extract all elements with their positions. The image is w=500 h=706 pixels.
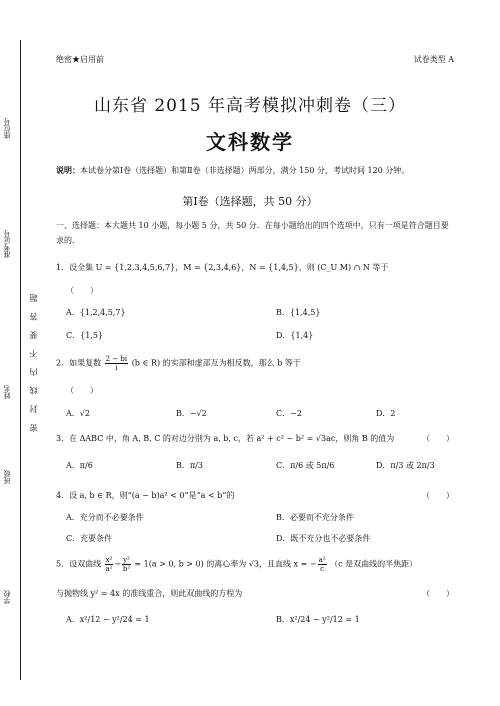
question-4-option-b: B．必要而不充分条件 — [276, 513, 354, 522]
question-4-option-d: D．既不充分也不必要条件 — [276, 534, 371, 543]
question-5-stem: 5．设双曲线 $\frac{\text{x²}}{\text{a²}}$ − $\frac{\text{y²}}{\text{b²}}$ = 1(a > 0, b > 0) 的离心率为 √3，且直线 x = − $\frac{\text{a²}}{c}$ （c 是双曲线的半焦距） — [56, 556, 418, 573]
question-5-line2: 与抛物线 y² = 4x 的准线重合，则此双曲线的方程为 — [56, 589, 243, 598]
b-squared-denominator: b² — [122, 565, 131, 573]
y-squared-numerator: y² — [123, 556, 130, 564]
question-1-stem: 1．设全集 U = {1,2,3,4,5,6,7}，M = {2,3,4,6}，N = {1,4,5}，则 (C_U M) ∩ N 等于 — [56, 263, 389, 272]
instructions — [56, 163, 456, 178]
exam-subject: 文科数学 — [206, 130, 294, 154]
question-4-answer-paren: （ ） — [422, 491, 454, 500]
question-5-post: （c 是双曲线的半焦距） — [330, 559, 418, 569]
question-2-answer-paren: （ ） — [66, 386, 98, 395]
question-3-stem: 3．在 ΔABC 中，角 A, B, C 的对边分别为 a, b, c，若 a² + c² − b² = √3ac，则角 B 的值为 — [56, 434, 395, 443]
question-1-option-d: D．{1,4} — [276, 331, 314, 340]
exam-title: 山东省 2015 年高考模拟冲刺卷（三） — [93, 96, 407, 116]
question-2-numerator: 2 − bi — [105, 355, 128, 363]
instructions-text: 本试卷分第Ⅰ卷（选择题）和第Ⅱ卷（非选择题）两部分，满分 150 分，考试时间 120 分钟。 — [80, 166, 410, 175]
question-2-option-a: A．√2 — [66, 409, 90, 418]
question-1-answer-paren: （ ） — [66, 286, 98, 295]
question-2-fraction — [105, 355, 129, 372]
question-5-option-a: A．x²/12 − y²/24 = 1 — [66, 615, 150, 624]
question-5-mid: = 1(a > 0, b > 0) 的离心率为 √3，且直线 x = − — [134, 559, 317, 569]
hyperbola-y-term — [122, 556, 131, 573]
question-3-option-b: B．π/3 — [176, 461, 203, 470]
part-one-heading: 第Ⅰ卷（选择题，共 50 分） — [182, 195, 318, 208]
x-squared-numerator: x² — [105, 556, 113, 564]
school-label: 学校 — [3, 590, 11, 604]
question-4-stem: 4．设 a, b ∈ R，则“(a − b)a² < 0”是“a < b”的 — [56, 491, 235, 500]
question-2-post: (b ∈ R) 的实部和虚部互为相反数，那么 b 等于 — [131, 358, 301, 368]
exam-number-label: 准考证号 — [3, 230, 11, 258]
paper-type-label: 试卷类型 A — [413, 55, 454, 64]
question-4-option-c: C．充要条件 — [66, 534, 113, 543]
seat-number-label: 座位号 — [3, 118, 11, 139]
question-3-option-a: A．π/6 — [66, 461, 93, 470]
question-1-option-b: B．{1,4,5} — [276, 308, 321, 317]
question-1-option-a: A．{1,2,4,5,7} — [66, 308, 126, 317]
question-2-option-c: C．−2 — [276, 409, 302, 418]
question-2-stem — [56, 355, 466, 372]
section-one-instructions: 一、选择题：本大题共 10 小题，每小题 5 分，共 50 分．在每小题给出的四个选项中，只有一项是符合题目要求的． — [56, 221, 449, 245]
hyperbola-x-term — [105, 556, 114, 573]
name-label: 姓名 — [3, 385, 11, 399]
question-2-pre: 2．如果复数 — [56, 358, 102, 368]
question-2-option-d: D．2 — [376, 409, 396, 418]
class-label: 班级 — [3, 470, 11, 484]
question-5-answer-paren: （ ） — [422, 589, 454, 598]
confidential-label: 绝密★启用前 — [56, 55, 104, 64]
directrix-numerator: a² — [318, 556, 326, 564]
question-5-option-b: B．x²/24 − y²/12 = 1 — [276, 615, 360, 624]
directrix-fraction — [318, 556, 327, 573]
question-2-option-b: B．−√2 — [176, 409, 207, 418]
instructions-label: 说明： — [56, 165, 80, 175]
a-squared-denominator: a² — [105, 565, 113, 573]
seal-warning: 密 封 线 内 不 要 答 题 — [29, 290, 38, 432]
question-3-answer-paren: （ ） — [422, 434, 454, 443]
question-4-option-a: A．充分而不必要条件 — [66, 513, 144, 522]
question-2-denominator: i — [115, 364, 118, 372]
question-1-option-c: C．{1,5} — [66, 331, 104, 340]
question-3-option-c: C．π/6 或 5π/6 — [276, 461, 335, 470]
directrix-denominator: c — [320, 565, 325, 573]
question-5-pre: 5．设双曲线 — [56, 559, 102, 569]
question-3-option-d: D．π/3 或 2π/3 — [376, 461, 435, 470]
